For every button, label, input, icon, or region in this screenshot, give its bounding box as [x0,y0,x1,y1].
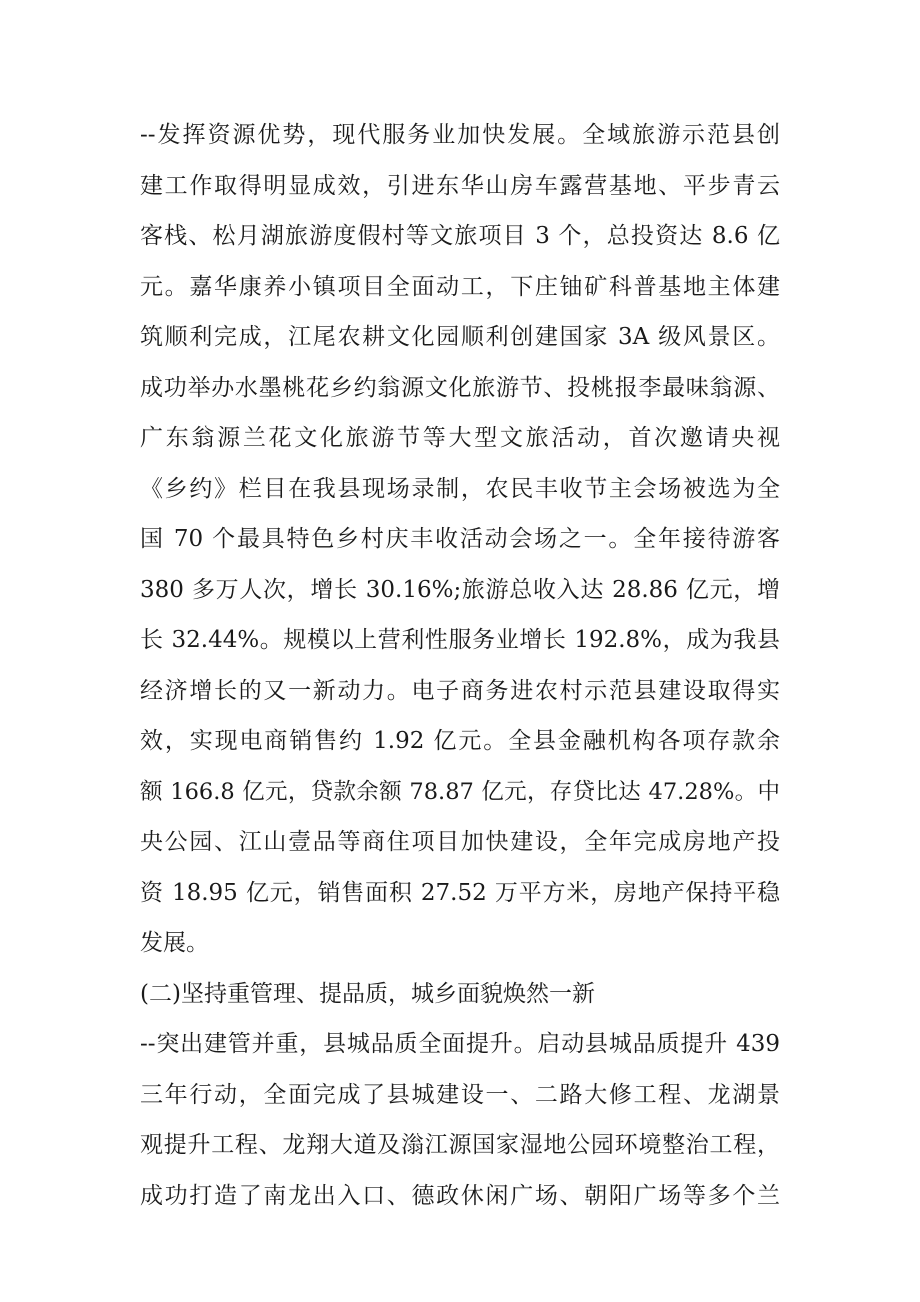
text-line: 长 32.44%。规模以上营利性服务业增长 192.8%，成为我县 [140,627,780,653]
text-line: 效，实现电商销售约 1.92 亿元。全县金融机构各项存款余 [140,728,780,754]
text-line: 建工作取得明显成效，引进东华山房车露营基地、平步青云 [140,172,780,199]
text-line: 成功举办水墨桃花乡约翁源文化旅游节、投桃报李最味翁源、 [140,374,780,401]
body-text [140,110,780,1221]
text-line: 经济增长的又一新动力。电子商务进农村示范县建设取得实 [140,677,780,704]
text-line: 《乡约》栏目在我县现场录制，农民丰收节主会场被选为全 [140,475,780,502]
section-heading: (二)坚持重管理、提品质，城乡面貌焕然一新 [140,980,595,1007]
text-line: 发展。 [140,930,209,956]
text-line: --发挥资源优势，现代服务业加快发展。全域旅游示范县创 [140,122,780,148]
text-line: 380 多万人次，增长 30.16%;旅游总收入达 28.86 亿元，增 [140,576,780,603]
text-line: 元。嘉华康养小镇项目全面动工，下庄铀矿科普基地主体建 [140,273,780,300]
text-line: 成功打造了南龙出入口、德政休闲广场、朝阳广场等多个兰 [140,1182,780,1209]
text-line: 国 70 个最具特色乡村庆丰收活动会场之一。全年接待游客 [140,526,780,552]
text-line: 广东翁源兰花文化旅游节等大型文旅活动，首次邀请央视 [140,425,780,451]
text-line: 三年行动，全面完成了县城建设一、二路大修工程、龙湖景 [140,1081,780,1108]
text-line: 观提升工程、龙翔大道及滃江源国家湿地公园环境整治工程， [140,1132,780,1158]
text-line: 额 166.8 亿元，贷款余额 78.87 亿元，存贷比达 47.28%。中 [140,778,780,805]
text-line: 客栈、松月湖旅游度假村等文旅项目 3 个，总投资达 8.6 亿 [140,223,780,249]
text-line: 央公园、江山壹品等商住项目加快建设，全年完成房地产投 [140,829,780,855]
text-line: 筑顺利完成，江尾农耕文化园顺利创建国家 3A 级风景区。 [140,324,780,350]
text-line: --突出建管并重，县城品质全面提升。启动县城品质提升 439 [140,1031,780,1057]
text-line: 资 18.95 亿元，销售面积 27.52 万平方米，房地产保持平稳 [140,879,780,906]
